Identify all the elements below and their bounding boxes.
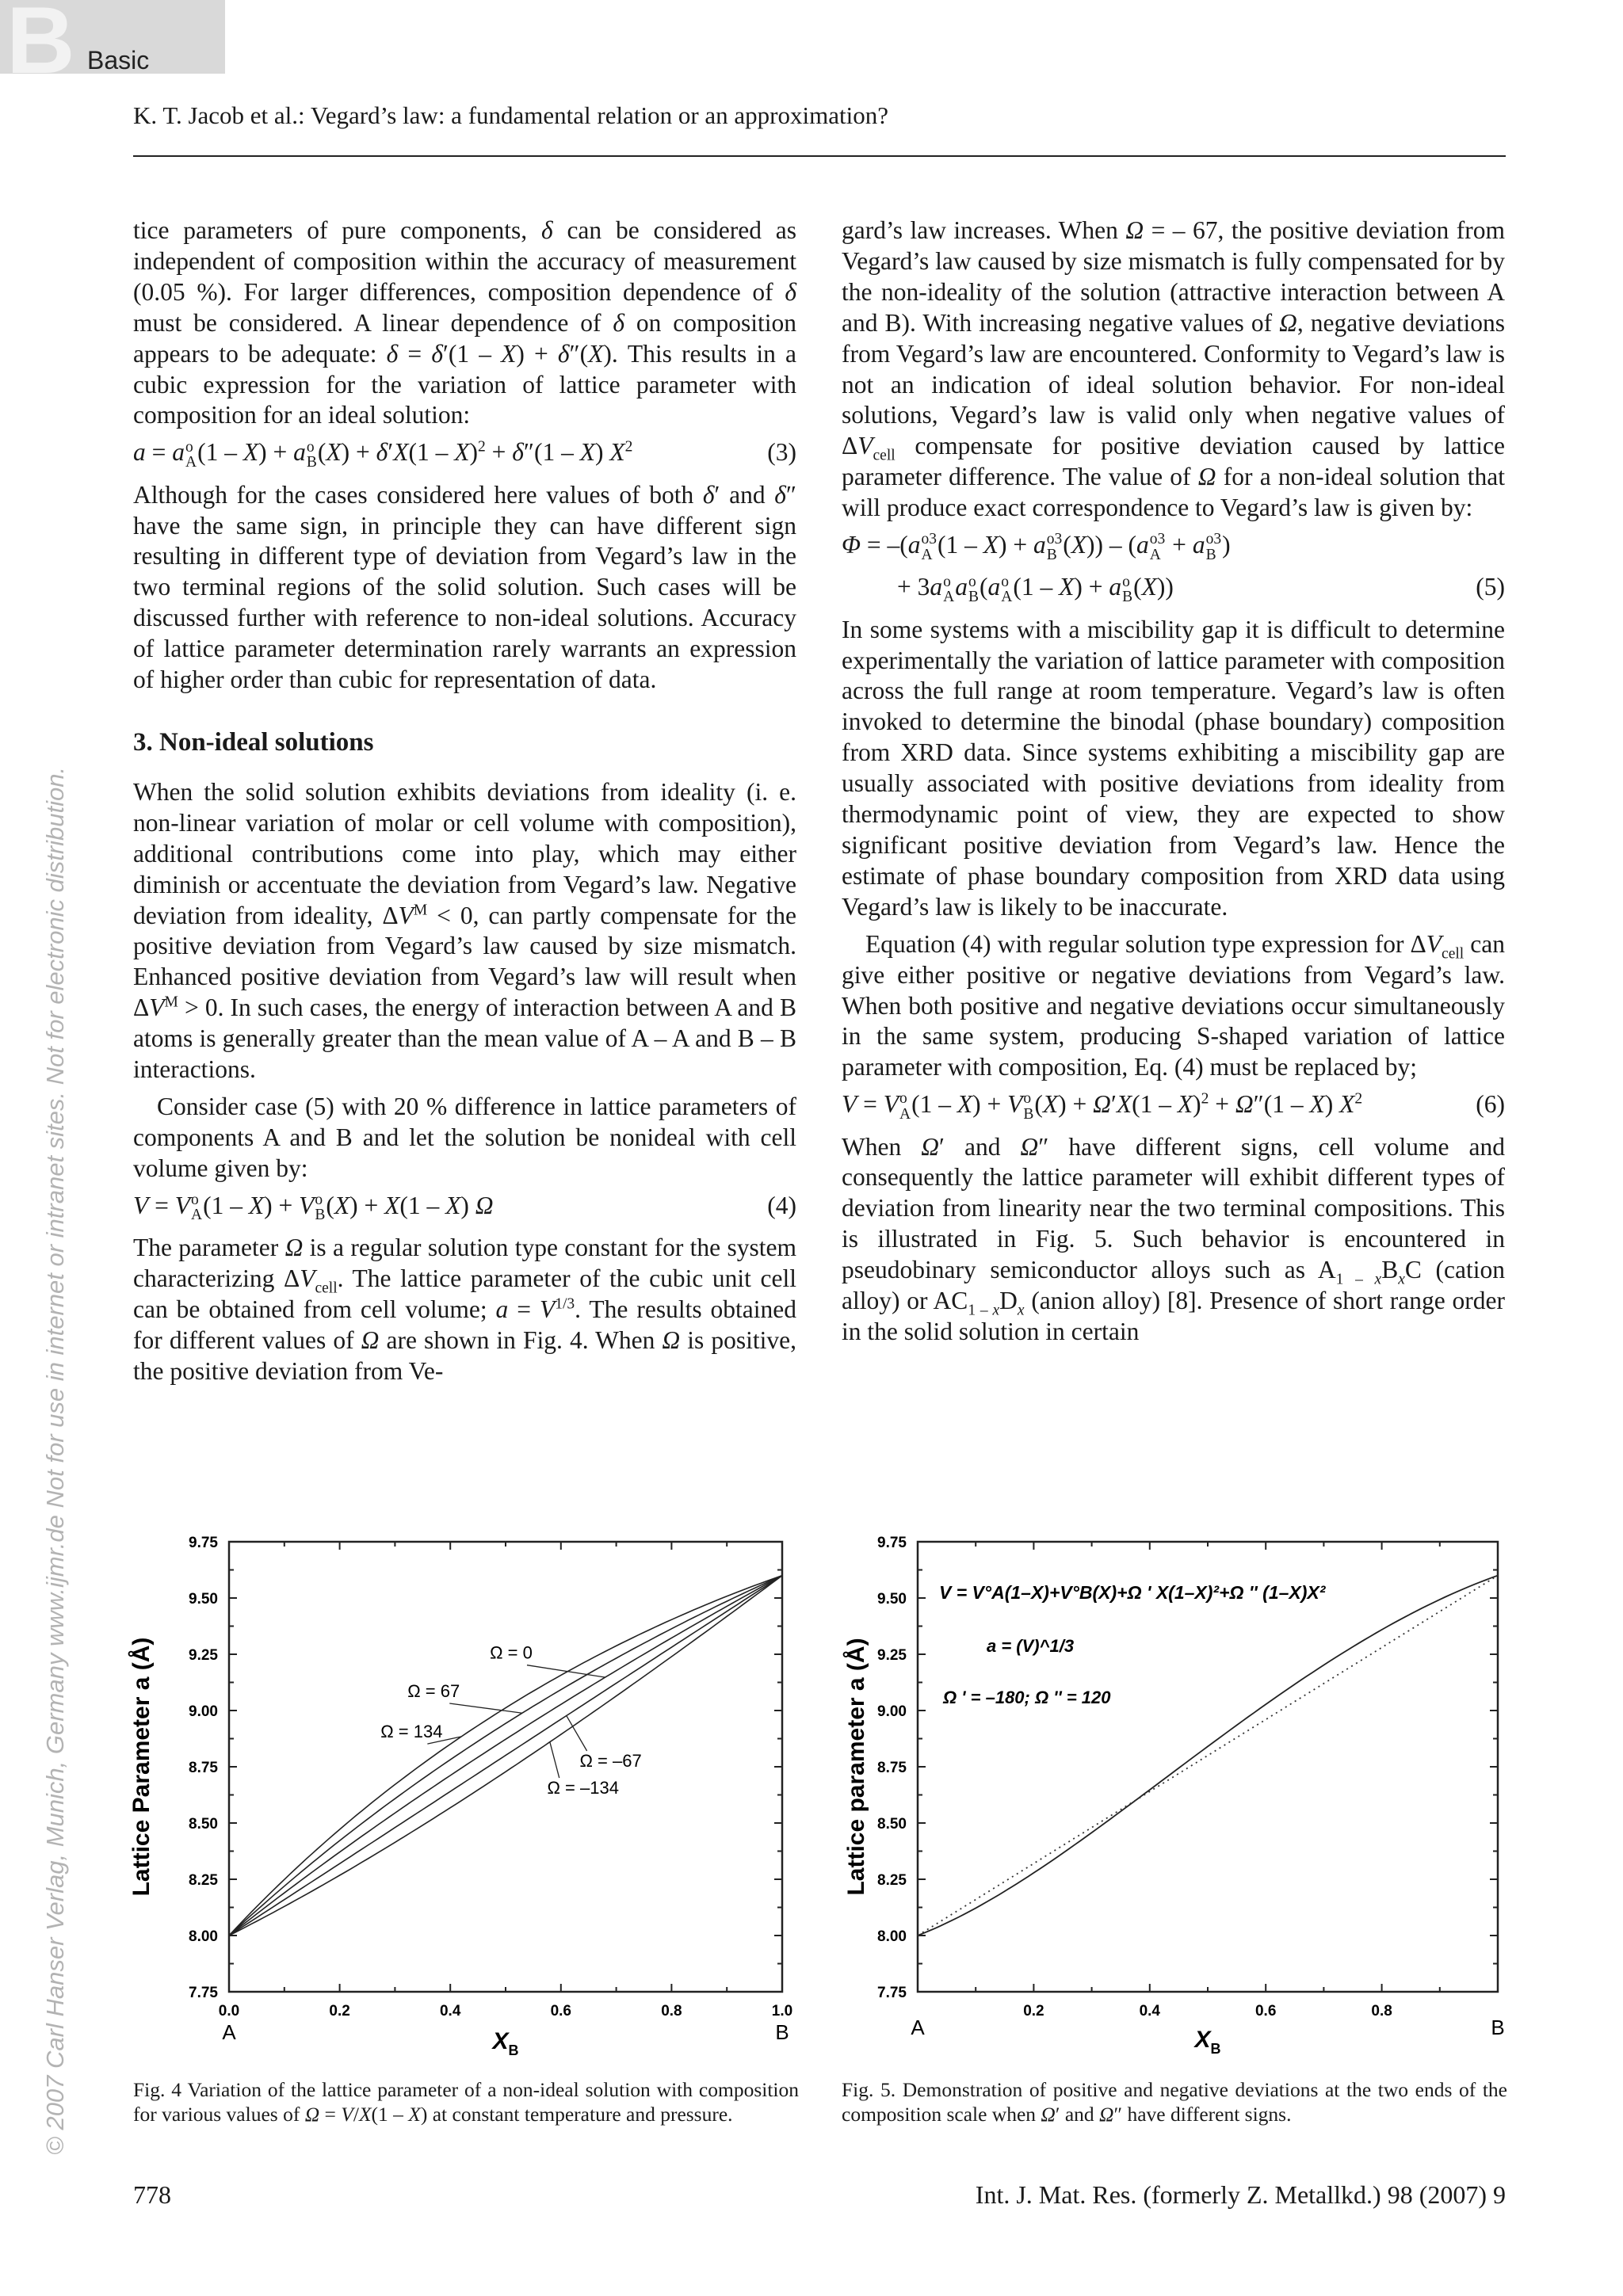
series-label: Ω = 134 xyxy=(380,1722,443,1742)
paragraph: In some systems with a miscibility gap it is difficult to determine experimentally the variation of lattice parameter with composition across the full range at room temperature. Vegard’s law is often invoked to determine the binodal (phase boundary) composition from XRD data. Since systems exhibiting a miscibility gap are usually associated with positive deviations from ideality from thermodynamic point of view, they are expected to show significant positive deviation from Vegard’s law. Hence the estimate of phase boundary composition from XRD data using Vegard’s law is likely to be inaccurate. xyxy=(842,615,1505,921)
y-tick-label: 9.75 xyxy=(189,1535,218,1551)
y-tick-label: 8.50 xyxy=(877,1816,907,1833)
series-label: Ω = 0 xyxy=(490,1642,533,1663)
paragraph: When the solid solution exhibits deviations from ideality (i. e. non-linear variation of molar or cell volume with composition), additional contributions come into play, which may either diminish or accentuate the deviation from Vegard’s law. Negative deviation from ideality, $\Delta V^M < 0$, can partly compensate for the positive deviation from Vegard’s law caused by size mismatch. Enhanced positive deviation from Vegard’s law will result when $\Delta V^M > 0$. In such cases, the energy of interaction between A and B atoms is generally greater than the mean value of A – A and B – B interactions. xyxy=(133,777,796,1084)
series-line-omega xyxy=(229,1576,782,1936)
y-tick-label: 8.75 xyxy=(189,1760,218,1776)
header-rule xyxy=(133,155,1506,157)
y-tick-label: 8.00 xyxy=(877,1928,907,1945)
section-tab xyxy=(0,0,225,93)
figure-5-caption: Fig. 5. Demonstration of positive and negative deviations at the two ends of the composition scale when Ω′ and Ω″ have different signs. xyxy=(842,2078,1507,2126)
figure-4 xyxy=(119,1521,816,2080)
formula-annotation: a = (V)^1/3 xyxy=(987,1636,1075,1656)
y-tick-label: 9.25 xyxy=(877,1647,907,1664)
equation-number: (3) xyxy=(767,438,796,467)
series-label: Ω = –134 xyxy=(547,1778,619,1798)
x-tick-label: 0.2 xyxy=(1023,2003,1044,2019)
x-tick-label: 0.4 xyxy=(439,2003,461,2019)
x-tick-label: 0.0 xyxy=(218,2003,240,2019)
paragraph: Consider case (5) with 20 % difference in lattice parameters of components A and B and let the solution be nonideal with cell volume given by: xyxy=(133,1092,796,1182)
journal-citation: Int. J. Mat. Res. (formerly Z. Metallkd.) 98 (2007) 9 xyxy=(975,2180,1506,2209)
series-line-vegard xyxy=(918,1576,1498,1936)
x-end-label-b: B xyxy=(775,2020,789,2044)
figure-5 xyxy=(832,1521,1529,2080)
paragraph: Equation (4) with regular solution type expression for $\Delta V_{cell}$ can give either positive or negative deviations from Vegard’s law. When both positive and negative deviations occur simultaneously in the same system, producing S-shaped variation of lattice parameter with composition, Eq. (4) must be replaced by; xyxy=(842,929,1505,1081)
y-tick-label: 8.00 xyxy=(189,1928,218,1945)
series-label: Ω = –67 xyxy=(579,1751,642,1771)
figure-4-caption: Fig. 4 Variation of the lattice parameter of a non-ideal solution with composition for various values of Ω = V/X(1 – X) at constant temperature and pressure. xyxy=(133,2078,799,2126)
y-tick-label: 9.50 xyxy=(877,1591,907,1608)
y-tick-label: 9.00 xyxy=(189,1703,218,1720)
y-tick-label: 7.75 xyxy=(877,1985,907,2001)
x-tick-label: 0.8 xyxy=(1371,2003,1392,2019)
paragraph: When Ω′ and Ω″ have different signs, cell volume and consequently the lattice parameter will exhibit different types of deviation from linearity near the two terminal compositions. This is illustrated in Fig. 5. Such behavior is encountered in pseudobinary semiconductor alloys such as $A_{1 - x}B_xC$ (cation alloy) or $AC_{1 - x}D_x$ (anion alloy) [8]. Presence of short range order in the solid solution in certain xyxy=(842,1132,1505,1345)
paragraph: tice parameters of pure components, δ can be considered as independent of composition within the accuracy of measurement (0.05 %). For larger differences, composition dependence of δ must be considered. A linear dependence of δ on composition appears to be adequate: δ = δ′(1 – X) + δ″(X). This results in a cubic expression for the variation of lattice parameter with composition for an ideal solution: xyxy=(133,216,797,429)
x-tick-label: 0.4 xyxy=(1139,2003,1161,2019)
x-tick-label: 0.8 xyxy=(661,2003,682,2019)
y-tick-label: 8.25 xyxy=(877,1872,907,1889)
x-axis-label-subscript: B xyxy=(508,2042,519,2058)
paragraph: The parameter Ω is a regular solution type constant for the system characterizing $\Delta V_{cell}$. The lattice parameter of the cubic unit cell can be obtained from cell volume; $a = V^{1/3}$. The results obtained for different values of Ω are shown in Fig. 4. When Ω is positive, the positive deviation from Ve- xyxy=(133,1233,797,1385)
copyright-watermark: © 2007 Carl Hanser Verlag, Munich, Germany www.ijmr.de Not for use in internet or intranet sites. Not for electronic distribution. xyxy=(41,766,69,2155)
equation-5-line2 xyxy=(842,572,1505,605)
x-tick-label: 0.6 xyxy=(550,2003,572,2019)
equation-number: (6) xyxy=(1476,1090,1505,1119)
equation-number: (4) xyxy=(767,1191,796,1219)
figure-5-chart xyxy=(832,1521,1529,2076)
equation-4 xyxy=(133,1191,796,1223)
y-tick-label: 7.75 xyxy=(189,1985,218,2001)
paragraph: gard’s law increases. When Ω = – 67, the positive deviation from Vegard’s law caused by size mismatch is fully compensated for by the non-ideality of the solution (attractive interaction between A and B). With increasing negative values of Ω, negative deviations from Vegard’s law are encountered. Conformity to Vegard’s law is not an indication of ideal solution behavior. For non-ideal solutions, Vegard’s law is valid only when negative values of $\Delta V_{cell}$ compensate for positive deviation caused by lattice parameter difference. The value of Ω for a non-ideal solution that will produce exact correspondence to Vegard’s law is given by: xyxy=(842,216,1506,522)
y-axis-label: Lattice parameter a (Å) xyxy=(843,1638,869,1896)
y-tick-label: 8.75 xyxy=(877,1760,907,1776)
series-label-arrow xyxy=(550,1742,559,1778)
equation-5-line1 xyxy=(842,530,1505,563)
x-axis-label: $X_B$ xyxy=(1194,2027,1221,2057)
x-tick-label: 0.6 xyxy=(1254,2003,1277,2019)
x-tick-label: 1.0 xyxy=(771,2003,793,2019)
equation-body: a = a o A (1 – X) + a o B (X) + δ′X(1 – X)$^2$ + δ″(1 – X) $X^2$ xyxy=(133,438,633,471)
x-tick-label: 0.2 xyxy=(329,2003,350,2019)
plot-frame xyxy=(918,1542,1498,1992)
x-end-label-a: A xyxy=(911,2016,925,2039)
series-label-arrow xyxy=(567,1716,587,1751)
left-column xyxy=(133,215,796,1394)
y-tick-label: 8.25 xyxy=(189,1872,218,1889)
equation-body: V = V o A (1 – X) + V o B (X) + Ω′X(1 – X)$^2$ + Ω″(1 – X) $X^2$ xyxy=(842,1090,1363,1123)
section-tab-letter: B xyxy=(6,0,75,93)
series-label: Ω = 67 xyxy=(407,1680,460,1701)
series-line-nonideal xyxy=(918,1576,1498,1936)
y-tick-label: 8.50 xyxy=(189,1816,218,1833)
running-head: K. T. Jacob et al.: Vegard’s law: a fundamental relation or an approximation? xyxy=(133,101,888,129)
page-number: 778 xyxy=(133,2180,171,2209)
paragraph: Although for the cases considered here values of both δ′ and δ″ have the same sign, in principle they can have different sign resulting in different type of deviation from Vegard’s law in the two terminal regions of the solid solution. Such cases will be discussed further with reference to non-ideal solutions. Accuracy of lattice parameter determination rarely warrants an expression of higher order than cubic for representation of data. xyxy=(133,480,796,694)
formula-annotation: V = V°A(1–X)+V°B(X)+Ω ' X(1–X)²+Ω '' (1–X)X² xyxy=(939,1582,1326,1603)
x-axis-label-subscript: B xyxy=(1210,2041,1221,2057)
parameter-annotation: Ω ' = –180; Ω '' = 120 xyxy=(943,1688,1111,1707)
y-axis-label: Lattice Parameter a (Å) xyxy=(128,1637,155,1897)
y-tick-label: 9.75 xyxy=(877,1535,907,1551)
equation-3 xyxy=(133,437,796,470)
y-tick-label: 9.25 xyxy=(189,1647,218,1664)
equation-body: + 3a o A a o B (a o A (1 – X) + a o B (X)) xyxy=(897,573,1174,606)
equation-6 xyxy=(842,1089,1505,1122)
equation-body: Φ = –(a o3 A (1 – X) + a o3 B (X)) – (a o3 A + a o3 B ) xyxy=(842,531,1231,563)
equation-body: V = V o A (1 – X) + V o B (X) + X(1 – X) Ω xyxy=(133,1191,494,1224)
x-end-label-a: A xyxy=(222,2020,236,2044)
equation-number: (5) xyxy=(1476,573,1505,601)
section-heading: 3. Non-ideal solutions xyxy=(133,727,374,757)
right-column xyxy=(842,215,1505,1354)
y-tick-label: 9.50 xyxy=(189,1591,218,1608)
section-tab-label: Basic xyxy=(87,46,150,74)
figure-4-chart xyxy=(119,1521,816,2076)
x-end-label-b: B xyxy=(1491,2016,1505,2039)
plot-frame xyxy=(229,1542,782,1992)
y-tick-label: 9.00 xyxy=(877,1703,907,1720)
x-axis-label: $X_B$ xyxy=(492,2028,519,2058)
